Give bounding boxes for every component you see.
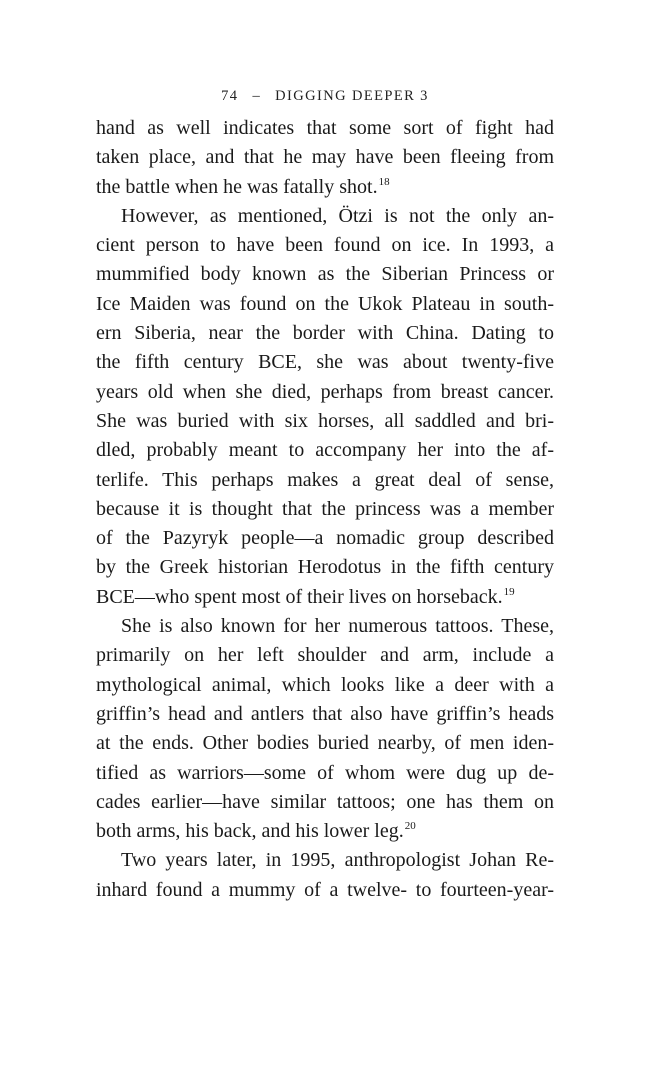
text-line (96, 348, 554, 377)
running-head (96, 84, 554, 108)
line-text: by the Greek historian Herodotus in the fifth century (96, 556, 554, 579)
line-text: However, as mentioned, Ötzi is not the only an- (121, 204, 554, 227)
line-text: because it is thought that the princess was a member (96, 497, 554, 520)
line-text: Ice Maiden was found on the Ukok Plateau in south- (96, 292, 554, 315)
line-text: cades earlier—have similar tattoos; one has them on (96, 790, 554, 813)
text-line (96, 553, 554, 582)
text-line (96, 846, 554, 875)
line-text: ern Siberia, near the border with China. Dating to (96, 322, 554, 345)
text-line (96, 173, 554, 202)
book-page (96, 84, 554, 905)
header-separator: – (252, 88, 262, 104)
page-number: 74 (221, 88, 239, 104)
line-text: both arms, his back, and his lower leg. (96, 820, 404, 843)
text-line (96, 495, 554, 524)
text-line (96, 202, 554, 231)
text-line (96, 290, 554, 319)
text-line (96, 759, 554, 788)
footnote-marker[interactable]: 19 (503, 585, 515, 598)
text-line (96, 319, 554, 348)
text-line (96, 612, 554, 641)
line-text: tified as warriors—some of whom were dug up de- (96, 761, 554, 784)
text-line (96, 729, 554, 758)
line-text: terlife. This perhaps makes a great deal of sense, (96, 468, 554, 491)
text-line (96, 114, 554, 143)
line-text: BCE—who spent most of their lives on horseback. (96, 585, 503, 608)
line-text: griffin’s head and antlers that also have griffin’s heads (96, 702, 554, 725)
body-text (96, 114, 554, 905)
paragraph (96, 612, 554, 846)
text-line (96, 671, 554, 700)
line-text: Two years later, in 1995, anthropologist Johan Re- (121, 849, 554, 872)
line-text: hand as well indicates that some sort of fight had (96, 117, 554, 139)
line-text: taken place, and that he may have been fleeing from (96, 146, 554, 169)
line-text: at the ends. Other bodies buried nearby, of men iden- (96, 732, 554, 755)
text-line (96, 583, 554, 612)
text-line (96, 407, 554, 436)
text-line (96, 466, 554, 495)
text-line (96, 143, 554, 172)
text-line (96, 700, 554, 729)
line-text: the fifth century BCE, she was about twenty-five (96, 351, 554, 374)
paragraph (96, 114, 554, 202)
line-text: inhard found a mummy of a twelve- to fourteen-year- (96, 878, 554, 901)
text-line (96, 817, 554, 846)
text-line (96, 788, 554, 817)
line-text: cient person to have been found on ice. In 1993, a (96, 234, 554, 257)
line-text: dled, probably meant to accompany her into the af- (96, 439, 554, 462)
line-text: the battle when he was fatally shot. (96, 175, 378, 198)
line-text: years old when she died, perhaps from breast cancer. (96, 380, 554, 403)
paragraph (96, 202, 554, 612)
text-line (96, 378, 554, 407)
text-line (96, 876, 554, 905)
text-line (96, 231, 554, 260)
line-text: of the Pazyryk people—a nomadic group described (96, 527, 554, 550)
text-line (96, 524, 554, 553)
footnote-marker[interactable]: 18 (378, 175, 390, 188)
footnote-marker[interactable]: 20 (404, 820, 416, 833)
line-text: She was buried with six horses, all saddled and bri- (96, 409, 554, 432)
line-text: primarily on her left shoulder and arm, include a (96, 644, 554, 667)
line-text: She is also known for her numerous tattoos. These, (121, 615, 554, 638)
line-text: mummified body known as the Siberian Princess or (96, 263, 554, 286)
line-text: mythological animal, which looks like a deer with a (96, 673, 554, 696)
paragraph (96, 846, 554, 905)
text-line (96, 436, 554, 465)
text-line (96, 260, 554, 289)
book-title: DIGGING DEEPER 3 (275, 88, 429, 104)
text-line (96, 641, 554, 670)
